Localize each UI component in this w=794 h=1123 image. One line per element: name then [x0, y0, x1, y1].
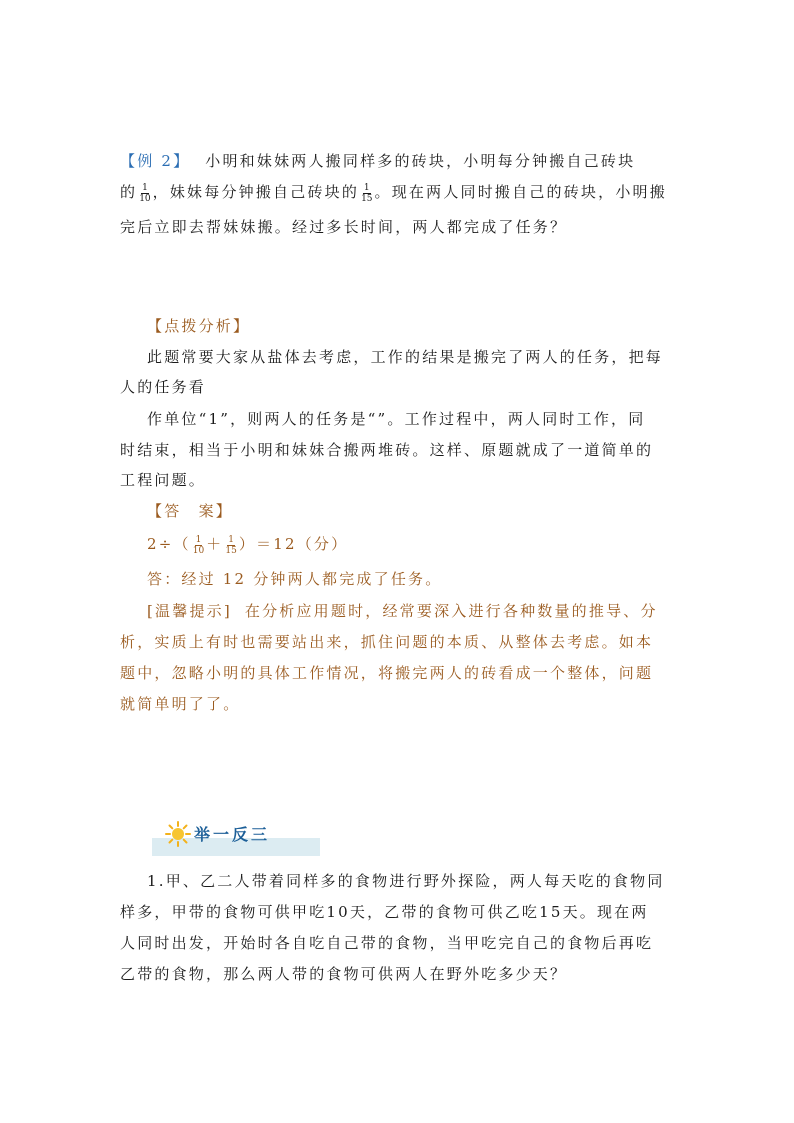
analysis-heading: 【点拨分析】 [147, 317, 251, 335]
question-1-line-1: 1.甲、乙二人带着同样多的食物进行野外探险，两人每天吃的食物同 [147, 872, 665, 890]
tip-line-2: 析，实质上有时也需要站出来，抓住问题的本质、从整体去考虑。如本 [120, 633, 654, 651]
formula-fraction-b: $\frac{1}{15}$ [225, 534, 237, 556]
example-tag: 【例 2】 [120, 152, 191, 170]
analysis-line-3: 作单位“1”，则两人的任务是“”。工作过程中，两人同时工作，同 [147, 410, 646, 428]
formula-close: ）＝12（分） [238, 535, 349, 553]
question-1-line-4: 乙带的食物，那么两人带的食物可供两人在野外吃多少天？ [120, 965, 568, 983]
example-text-2b: ，妹妹每分钟搬自己砖块的 [152, 183, 360, 201]
question-1-line-2: 样多，甲带的食物可供甲吃10天，乙带的食物可供乙吃15天。现在两 [120, 903, 649, 921]
formula-plus: ＋ [206, 535, 224, 553]
answer-formula [147, 533, 348, 556]
tip-line-3: 题中，忽略小明的具体工作情况，将搬完两人的砖看成一个整体，问题 [120, 664, 654, 682]
analysis-line-1: 此题常要大家从盐体去考虑，工作的结果是搬完了两人的任务，把每 [147, 348, 664, 366]
example-text-2a: 的 [120, 183, 138, 201]
example-text-1: 小明和妹妹两人搬同样多的砖块，小明每分钟搬自己砖块 [205, 152, 636, 170]
banner-label: 举一反三 [194, 825, 271, 844]
example-line-2 [120, 181, 667, 204]
analysis-line-4: 时结束，相当于小明和妹妹合搬两堆砖。这样、原题就成了一道简单的 [120, 441, 654, 459]
formula-open: 2÷（ [147, 535, 191, 553]
analysis-line-2: 人的任务看 [120, 378, 207, 396]
tip-text-1: 在分析应用题时，经常要深入进行各种数量的推导、分 [244, 602, 658, 620]
answer-heading: 【答 案】 [147, 502, 234, 520]
fraction-one-fifteenth: $\frac{1}{15}$ [361, 182, 373, 204]
example-text-2c: 。现在两人同时搬自己的砖块，小明搬 [374, 183, 667, 201]
example-line-3: 完后立即去帮妹妹搬。经过多长时间，两人都完成了任务？ [120, 218, 568, 236]
fraction-one-tenth: $\frac{1}{10}$ [139, 182, 151, 204]
answer-line: 答：经过 12 分钟两人都完成了任务。 [147, 570, 443, 588]
tip-line-4: 就简单明了了。 [120, 695, 241, 713]
practice-banner [152, 818, 320, 856]
example-line-1 [120, 150, 635, 171]
question-1-line-3: 人同时出发，开始时各自吃自己带的食物，当甲吃完自己的食物后再吃 [120, 934, 654, 952]
tip-line-1 [147, 600, 658, 621]
analysis-line-5: 工程问题。 [120, 471, 207, 489]
sun-icon [164, 820, 192, 848]
tip-label: [温馨提示] [147, 602, 232, 620]
formula-fraction-a: $\frac{1}{10}$ [192, 534, 205, 556]
